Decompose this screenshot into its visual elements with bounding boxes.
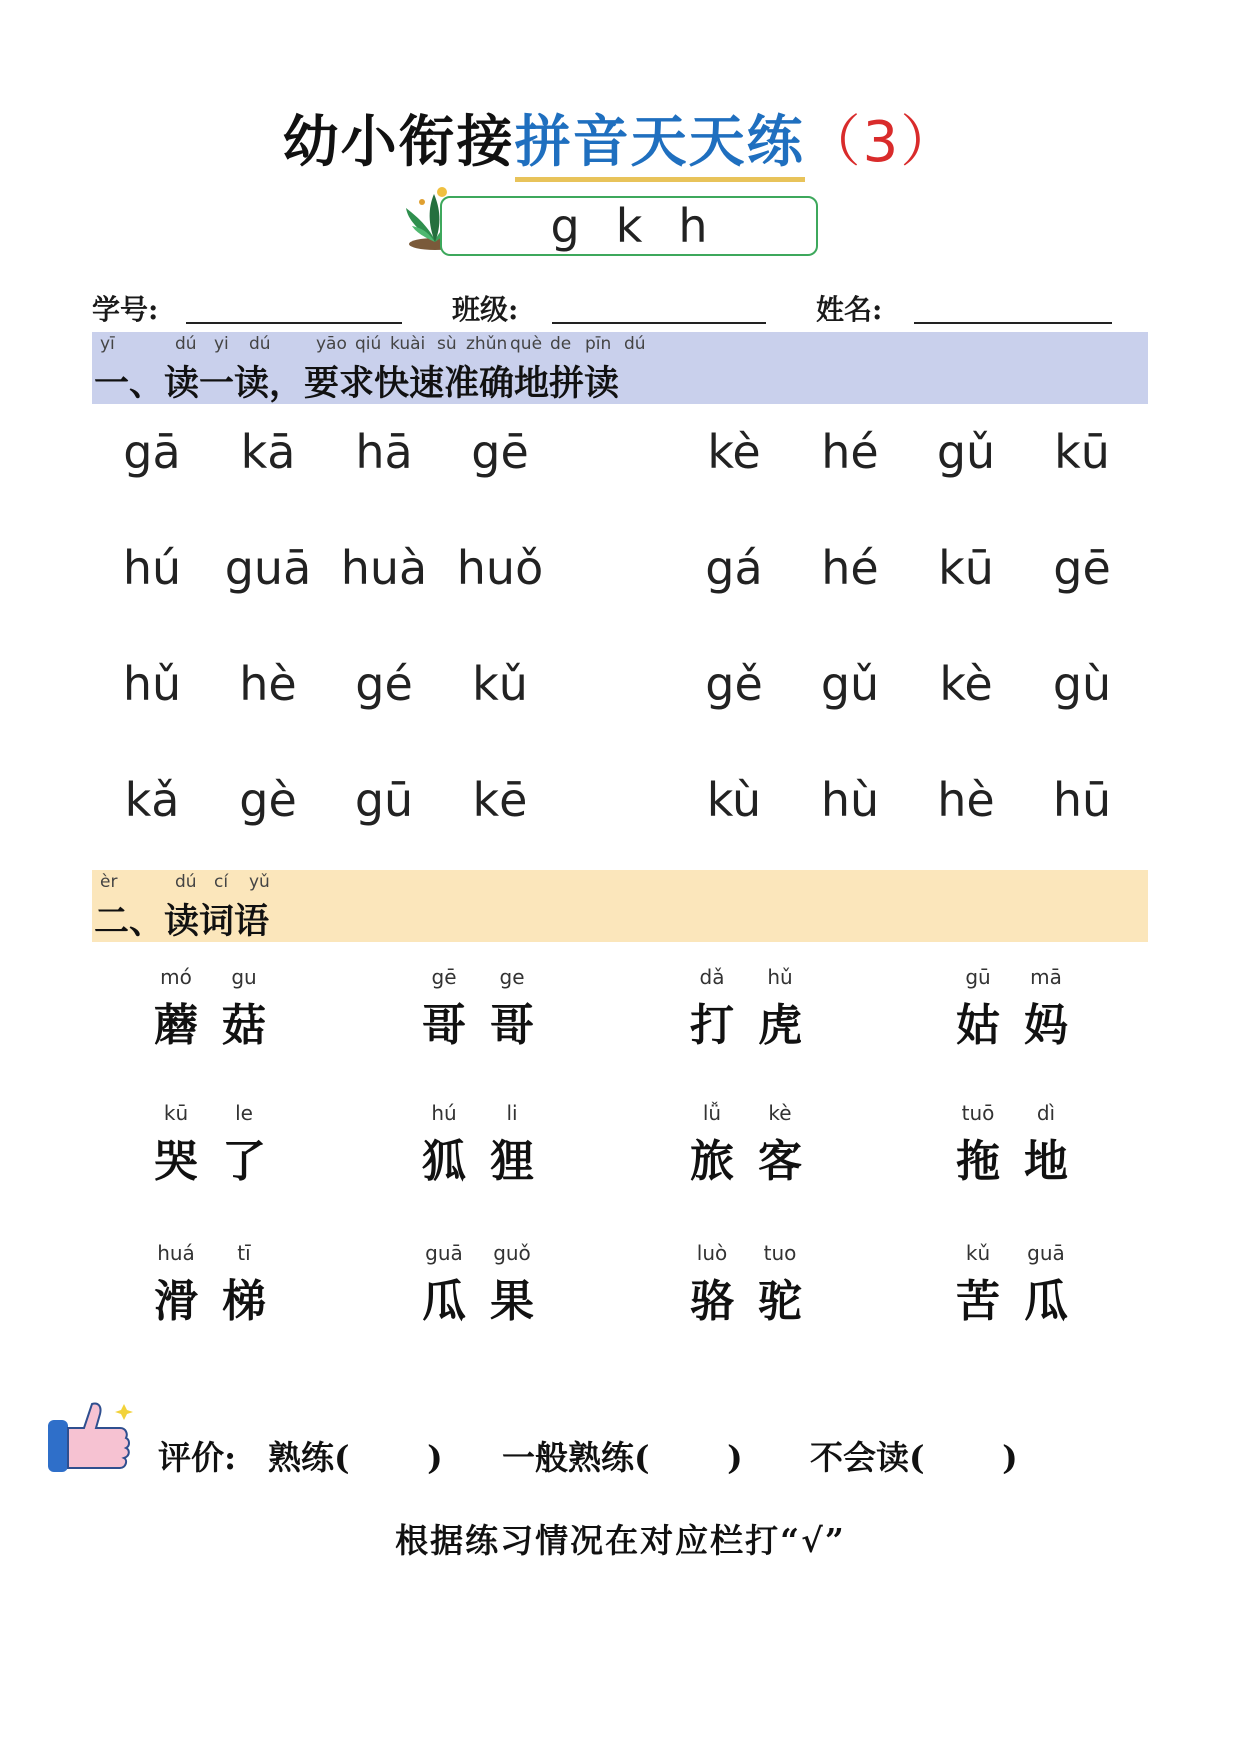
pinyin-syllable: guā	[224, 541, 312, 595]
pinyin-syllable: gē	[1053, 541, 1111, 595]
section-pinyin: dú	[249, 334, 271, 354]
section-1-title: 一、读一读，要求快速准确地拼读	[94, 363, 620, 404]
thumbs-up-icon	[46, 1398, 134, 1478]
word-hanzi: 哥	[490, 1000, 534, 1051]
word-hanzi: 骆	[690, 1276, 734, 1327]
word-pinyin: gē	[431, 965, 457, 989]
section-pinyin: èr	[100, 872, 118, 892]
word-pinyin: ge	[499, 965, 525, 989]
word-item	[944, 1101, 1124, 1201]
word-pinyin: li	[506, 1101, 518, 1125]
word-item	[410, 965, 590, 1065]
section-pinyin: dú	[624, 334, 646, 354]
pinyin-syllable: hū	[1052, 773, 1112, 827]
word-hanzi: 瓜	[1024, 1276, 1068, 1327]
pinyin-syllable: gá	[705, 541, 763, 595]
word-pinyin: kè	[768, 1101, 792, 1125]
pinyin-syllable: kǎ	[124, 773, 180, 827]
word-item	[142, 1241, 322, 1341]
word-item	[410, 1101, 590, 1201]
word-hanzi: 妈	[1024, 1000, 1068, 1051]
pinyin-syllable: hǔ	[122, 657, 182, 711]
class-field[interactable]	[552, 322, 766, 324]
section-pinyin: de	[550, 334, 572, 354]
word-hanzi: 旅	[690, 1136, 734, 1187]
section-pinyin: pīn	[585, 334, 612, 354]
word-pinyin: gū	[965, 965, 991, 989]
word-pinyin: hú	[431, 1101, 457, 1125]
word-hanzi: 哥	[422, 1000, 466, 1051]
pinyin-syllable: huǒ	[456, 541, 544, 595]
section-pinyin: cí	[214, 872, 229, 892]
word-item	[944, 965, 1124, 1065]
letter-2: k	[615, 199, 643, 253]
title-part-2: 拼音天天练	[515, 109, 805, 182]
section-pinyin: sù	[437, 334, 457, 354]
word-pinyin: guǒ	[493, 1241, 531, 1265]
word-pinyin: guā	[425, 1241, 463, 1265]
word-hanzi: 果	[490, 1276, 534, 1327]
instruction-note: 根据练习情况在对应栏打“√”	[395, 1521, 846, 1560]
word-pinyin: dì	[1036, 1101, 1056, 1125]
word-hanzi: 瓜	[422, 1276, 466, 1327]
section-2-header	[92, 870, 1148, 942]
word-hanzi: 滑	[154, 1276, 198, 1327]
word-item	[410, 1241, 590, 1341]
letter-3: h	[678, 199, 708, 253]
pinyin-syllable: gè	[239, 773, 297, 827]
section-pinyin: kuài	[390, 334, 426, 354]
word-hanzi: 了	[222, 1136, 266, 1187]
word-hanzi: 客	[758, 1136, 802, 1187]
section-pinyin: dú	[175, 334, 197, 354]
word-pinyin: kǔ	[965, 1241, 991, 1265]
word-pinyin: tī	[237, 1241, 251, 1265]
evaluation-option-cannot-read[interactable]: 不会读( )	[810, 1438, 1018, 1477]
word-hanzi: 哭	[154, 1136, 198, 1187]
word-item	[142, 1101, 322, 1201]
student-id-field[interactable]	[186, 322, 402, 324]
evaluation-label: 评价:	[158, 1438, 237, 1477]
pinyin-syllable: kù	[706, 773, 762, 827]
word-hanzi: 拖	[956, 1136, 1000, 1187]
word-hanzi: 虎	[758, 1000, 802, 1051]
pinyin-syllable: hé	[821, 541, 879, 595]
pinyin-syllable: kū	[1054, 425, 1110, 479]
word-pinyin: tuo	[763, 1241, 797, 1265]
pinyin-syllable: huà	[340, 541, 428, 595]
pinyin-syllable: kā	[240, 425, 296, 479]
pinyin-syllable: gù	[1052, 657, 1112, 711]
pinyin-syllable: gē	[471, 425, 529, 479]
pinyin-syllable: gǔ	[820, 657, 880, 711]
pinyin-row	[92, 773, 1148, 853]
word-pinyin: mā	[1030, 965, 1062, 989]
word-item	[142, 965, 322, 1065]
pinyin-syllable: kè	[707, 425, 761, 479]
pinyin-syllable: hé	[821, 425, 879, 479]
pinyin-syllable: gǔ	[936, 425, 996, 479]
pinyin-syllable: kǔ	[472, 657, 528, 711]
pinyin-row	[92, 657, 1148, 737]
word-item	[678, 965, 858, 1065]
word-hanzi: 姑	[956, 1000, 1000, 1051]
section-pinyin: zhǔn	[466, 334, 508, 354]
pinyin-syllable: hè	[239, 657, 297, 711]
pinyin-syllable: kè	[939, 657, 993, 711]
word-pinyin: le	[235, 1101, 253, 1125]
word-hanzi: 地	[1024, 1136, 1068, 1187]
name-label: 姓名:	[816, 293, 883, 326]
word-pinyin: lǚ	[702, 1101, 722, 1125]
word-pinyin: guā	[1027, 1241, 1065, 1265]
title-part-3: （3）	[804, 110, 959, 175]
word-hanzi: 驼	[758, 1276, 802, 1327]
word-item	[944, 1241, 1124, 1341]
word-item	[678, 1101, 858, 1201]
pinyin-syllable: hú	[122, 541, 182, 595]
target-letters-box	[440, 196, 818, 256]
pinyin-syllable: gě	[705, 657, 763, 711]
pinyin-syllable: gū	[354, 773, 414, 827]
word-hanzi: 狐	[422, 1136, 466, 1187]
word-pinyin: mó	[160, 965, 192, 989]
word-pinyin: luò	[696, 1241, 728, 1265]
word-pinyin: huá	[157, 1241, 195, 1265]
word-pinyin: kū	[163, 1101, 189, 1125]
pinyin-syllable: gé	[355, 657, 413, 711]
word-hanzi: 菇	[222, 1000, 266, 1051]
pinyin-row	[92, 541, 1148, 621]
section-pinyin: dú	[175, 872, 197, 892]
section-pinyin: qiú	[355, 334, 382, 354]
evaluation-option-fluent[interactable]: 熟练( )	[268, 1438, 443, 1477]
pinyin-syllable: kē	[472, 773, 528, 827]
word-hanzi: 狸	[490, 1136, 534, 1187]
evaluation-option-average[interactable]: 一般熟练( )	[502, 1438, 743, 1477]
pinyin-syllable: gā	[123, 425, 181, 479]
word-hanzi: 打	[690, 1000, 734, 1051]
name-field[interactable]	[914, 322, 1112, 324]
section-pinyin: yāo	[316, 334, 347, 354]
section-1-header	[92, 332, 1148, 404]
pinyin-syllable: hā	[355, 425, 413, 479]
word-pinyin: dǎ	[699, 965, 725, 989]
student-id-label: 学号:	[92, 293, 159, 326]
word-item	[678, 1241, 858, 1341]
letter-1: g	[550, 199, 580, 253]
section-2-title: 二、读词语	[94, 901, 270, 942]
pinyin-row	[92, 425, 1148, 505]
title-part-1: 幼小衔接	[282, 109, 515, 175]
page-title	[0, 98, 1241, 178]
pinyin-syllable: hè	[937, 773, 995, 827]
word-pinyin: gu	[231, 965, 257, 989]
word-hanzi: 蘑	[154, 1000, 198, 1051]
word-hanzi: 梯	[222, 1276, 266, 1327]
word-pinyin: hǔ	[767, 965, 793, 989]
word-pinyin: tuō	[961, 1101, 995, 1125]
word-hanzi: 苦	[956, 1276, 1000, 1327]
pinyin-syllable: hù	[820, 773, 880, 827]
section-pinyin: yǔ	[249, 872, 270, 892]
section-pinyin: què	[510, 334, 543, 354]
pinyin-syllable: kū	[938, 541, 994, 595]
section-pinyin: yī	[100, 334, 115, 354]
section-pinyin: yi	[214, 334, 229, 354]
class-label: 班级:	[452, 293, 519, 326]
